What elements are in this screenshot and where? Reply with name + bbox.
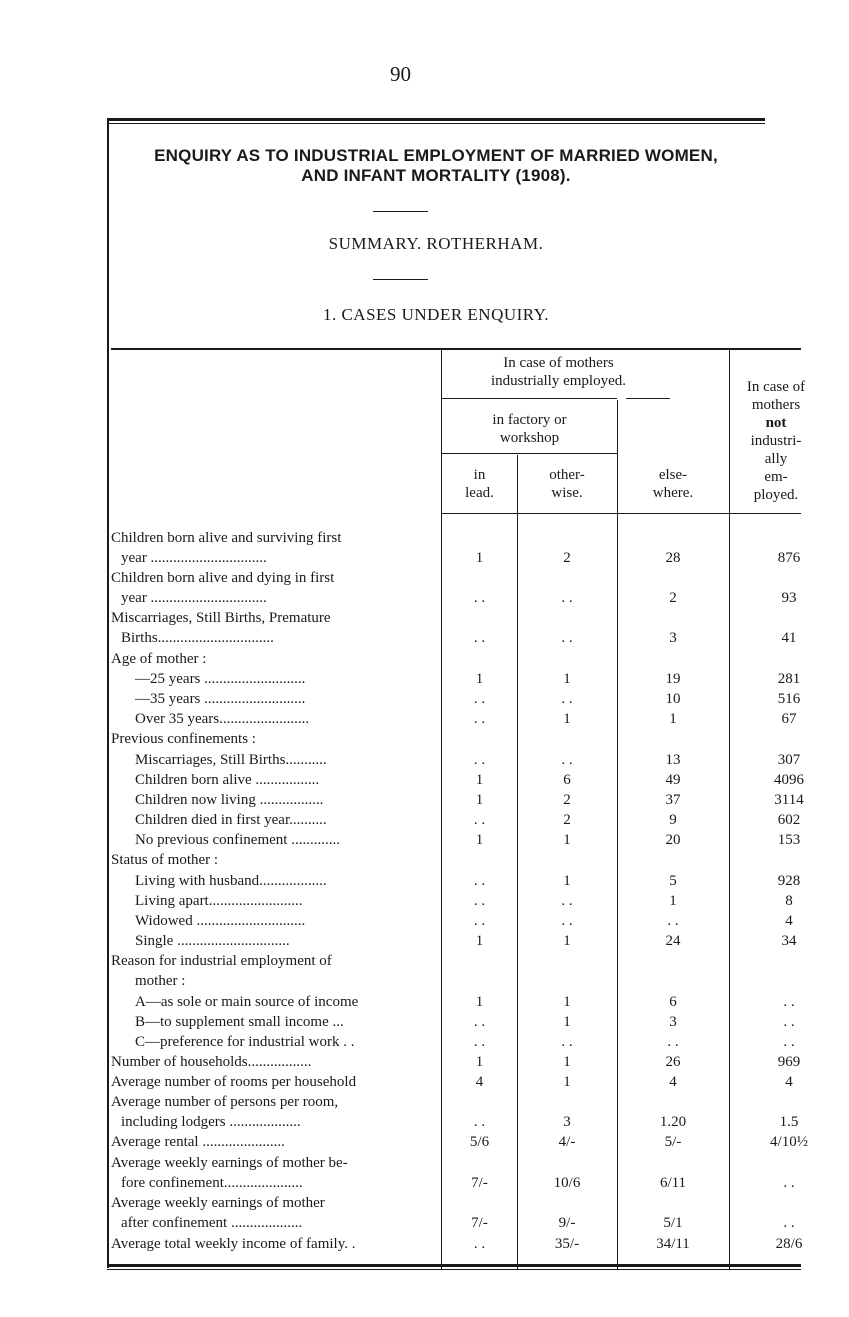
cell-elsewhere: 49 (665, 772, 681, 788)
cell-elsewhere: 5/1 (663, 1215, 683, 1231)
row-label: C—preference for industrial work . . (135, 1034, 355, 1050)
cell-not-employed: 4/10½ (770, 1134, 808, 1150)
row-label: —35 years ........................... (135, 691, 306, 707)
row-label: A—as sole or main source of income (135, 994, 359, 1010)
table-row (111, 570, 801, 590)
table-row (111, 630, 801, 650)
cell-otherwise: 2 (563, 792, 571, 808)
cell-not-employed: 281 (777, 671, 801, 687)
cell-elsewhere: 10 (665, 691, 681, 707)
table-row (111, 1074, 801, 1094)
cell-otherwise: . . (561, 630, 573, 646)
cell-not-employed: . . (783, 1215, 795, 1231)
table-row (111, 913, 801, 933)
cell-lead: 1 (475, 994, 484, 1010)
cell-elsewhere: 1.20 (659, 1114, 687, 1130)
cell-not-employed: 28/6 (775, 1236, 803, 1252)
row-label: Average weekly earnings of mother be- (111, 1155, 348, 1171)
cell-lead: . . (473, 873, 486, 889)
header-employed-rule (442, 398, 617, 399)
header-elsewhere-line-2: where. (652, 485, 694, 501)
cell-lead: 1 (475, 792, 484, 808)
cell-lead: 1 (475, 772, 484, 788)
cell-otherwise: 6 (563, 772, 571, 788)
cell-not-employed: 516 (777, 691, 801, 707)
header-not-employed-line-3: not (765, 415, 787, 431)
header-elsewhere (617, 466, 729, 502)
table-row (111, 1195, 801, 1215)
header-otherwise-line-1: other- (549, 467, 585, 483)
cell-elsewhere: 19 (665, 671, 681, 687)
cell-lead: 4 (475, 1074, 484, 1090)
row-label: Children died in first year.......... (135, 812, 327, 828)
cell-not-employed: . . (783, 1014, 795, 1030)
cell-elsewhere: 1 (669, 711, 677, 727)
table-row (111, 1034, 801, 1054)
table-row (111, 1155, 801, 1175)
row-label: Widowed ............................. (135, 913, 306, 929)
cell-otherwise: 1 (563, 711, 571, 727)
header-lead (442, 466, 517, 502)
table-row (111, 590, 801, 610)
cell-not-employed: 1.5 (779, 1114, 799, 1130)
cell-lead: . . (473, 913, 486, 929)
cell-not-employed: . . (783, 994, 795, 1010)
row-label: Previous confinements : (111, 731, 256, 747)
cell-lead: . . (473, 691, 486, 707)
cell-not-employed: 34 (781, 933, 797, 949)
cell-not-employed: . . (783, 1175, 795, 1191)
cell-not-employed: 67 (781, 711, 797, 727)
table-row (111, 953, 801, 973)
cell-elsewhere: 5 (669, 873, 677, 889)
row-label: Average weekly earnings of mother (111, 1195, 325, 1211)
cell-lead: . . (473, 630, 486, 646)
row-label: Single .............................. (135, 933, 290, 949)
row-label: mother : (135, 973, 186, 989)
row-label: Status of mother : (111, 852, 219, 868)
cell-otherwise: 1 (563, 994, 571, 1010)
cell-otherwise: 1 (563, 873, 571, 889)
top-rule-thick (107, 118, 765, 121)
header-elsewhere-line-1: else- (658, 467, 688, 483)
cell-lead: . . (473, 1236, 486, 1252)
table-row (111, 610, 801, 630)
cell-lead: 1 (475, 1054, 484, 1070)
header-factory-line-1: in factory or (492, 412, 567, 428)
row-label: year ............................... (121, 590, 267, 606)
row-label: Average total weekly income of family. . (111, 1236, 356, 1252)
cell-elsewhere: 28 (665, 550, 681, 566)
page-number: 90 (390, 62, 411, 86)
header-otherwise-line-2: wise. (551, 485, 583, 501)
header-not-employed-line-7: ployed. (753, 487, 799, 503)
cell-elsewhere: 13 (665, 752, 681, 768)
cell-lead: . . (473, 1014, 486, 1030)
cell-not-employed: 4096 (774, 772, 804, 788)
row-label: after confinement ................... (121, 1215, 303, 1231)
header-factory-line-2: workshop (499, 430, 560, 446)
table-row (111, 852, 801, 872)
cell-not-employed: 3114 (774, 792, 804, 808)
cell-lead: . . (473, 711, 486, 727)
row-label: Children born alive ................. (135, 772, 320, 788)
cell-not-employed: 4 (785, 1074, 793, 1090)
cell-not-employed: 4 (785, 913, 793, 929)
table-row (111, 832, 801, 852)
header-not-employed-line-2: mothers (751, 397, 801, 413)
title-line-1: ENQUIRY AS TO INDUSTRIAL EMPLOYMENT OF MARRIED WOMEN, (154, 146, 718, 165)
left-border (107, 118, 109, 1268)
cell-not-employed: 93 (781, 590, 797, 606)
row-label: Children now living ................. (135, 792, 324, 808)
table-row (111, 731, 801, 751)
cell-not-employed: 8 (785, 893, 793, 909)
header-employed (442, 354, 675, 390)
section-title: 1. CASES UNDER ENQUIRY. (322, 305, 550, 324)
divider-2 (373, 279, 428, 280)
subtitle: SUMMARY. ROTHERHAM. (328, 234, 544, 253)
table-row (111, 933, 801, 953)
header-lead-line-2: lead. (465, 485, 494, 501)
table-row (111, 1236, 801, 1256)
header-factory (442, 411, 617, 447)
table-row (111, 973, 801, 993)
row-label: Miscarriages, Still Births........... (135, 752, 327, 768)
cell-lead: . . (473, 590, 486, 606)
table-row (111, 1175, 801, 1195)
document-title (107, 146, 765, 186)
row-label: year ............................... (121, 550, 267, 566)
row-label: —25 years ........................... (135, 671, 306, 687)
row-label: Number of households................. (111, 1054, 312, 1070)
cell-otherwise: 1 (563, 1054, 571, 1070)
cell-elsewhere: 24 (665, 933, 681, 949)
cell-otherwise: . . (561, 590, 573, 606)
table-row (111, 792, 804, 812)
table-row (111, 651, 801, 671)
cell-lead: 1 (475, 550, 484, 566)
cell-lead: 5/6 (469, 1134, 490, 1150)
table-bottom-rule (107, 1264, 801, 1267)
table-row (111, 893, 801, 913)
table-row (111, 530, 801, 550)
header-not-employed-line-1: In case of (746, 379, 806, 395)
cell-otherwise: 1 (563, 933, 571, 949)
table-bottom-rule-thin (107, 1269, 801, 1270)
cell-elsewhere: 34/11 (656, 1236, 690, 1252)
table-row (111, 1134, 808, 1154)
table-row (111, 772, 804, 792)
row-label: Average number of persons per room, (111, 1094, 339, 1110)
header-not-employed-line-6: em- (764, 469, 788, 485)
row-label: fore confinement..................... (121, 1175, 303, 1191)
cell-otherwise: 2 (563, 550, 571, 566)
row-label: Over 35 years........................ (135, 711, 310, 727)
cell-lead: . . (473, 812, 486, 828)
row-label: including lodgers ................... (121, 1114, 301, 1130)
table-row (111, 873, 801, 893)
divider-1 (373, 211, 428, 212)
cell-not-employed: 602 (777, 812, 801, 828)
cell-lead: . . (473, 1114, 486, 1130)
cell-not-employed: 876 (777, 550, 801, 566)
row-label: Living with husband.................. (135, 873, 327, 889)
cell-lead: . . (473, 752, 486, 768)
table-row (111, 1215, 801, 1235)
cell-not-employed: 153 (777, 832, 801, 848)
title-line-2: AND INFANT MORTALITY (1908). (301, 166, 571, 185)
header-employed-line-2: industrially employed. (491, 373, 626, 389)
cell-otherwise: . . (561, 913, 573, 929)
row-label: Average number of rooms per household (111, 1074, 357, 1090)
cell-lead: 1 (475, 832, 484, 848)
cell-otherwise: 4/- (558, 1134, 576, 1150)
cell-elsewhere: 37 (665, 792, 681, 808)
cell-not-employed: 41 (781, 630, 797, 646)
cell-otherwise: . . (561, 893, 573, 909)
cell-otherwise: . . (561, 691, 573, 707)
top-rule-thin (107, 123, 765, 124)
cell-otherwise: . . (561, 752, 573, 768)
header-lead-line-1: in (473, 467, 486, 483)
header-bottom-rule (442, 513, 801, 514)
cell-otherwise: 1 (563, 671, 571, 687)
header-otherwise (517, 466, 617, 502)
header-factory-rule (442, 453, 617, 454)
row-label: Age of mother : (111, 651, 207, 667)
cell-elsewhere: 26 (665, 1054, 681, 1070)
cell-elsewhere: 9 (669, 812, 677, 828)
table-row (111, 691, 801, 711)
row-label: Miscarriages, Still Births, Premature (111, 610, 331, 626)
cell-otherwise: 2 (563, 812, 571, 828)
row-label: Average rental ...................... (111, 1134, 285, 1150)
row-label: Children born alive and surviving first (111, 530, 342, 546)
row-label: B—to supplement small income ... (135, 1014, 344, 1030)
header-top-rule (111, 348, 801, 350)
cell-elsewhere: 5/- (664, 1134, 682, 1150)
table-row (111, 752, 801, 772)
header-employed-rule-right (626, 398, 670, 399)
cell-otherwise: 1 (563, 1014, 571, 1030)
header-not-employed-col (717, 378, 835, 504)
row-label: Living apart......................... (135, 893, 303, 909)
cell-lead: 1 (475, 671, 484, 687)
row-label: Births............................... (121, 630, 274, 646)
cell-elsewhere: 3 (669, 630, 677, 646)
cell-not-employed: . . (783, 1034, 795, 1050)
cell-lead: . . (473, 893, 486, 909)
row-label: Children born alive and dying in first (111, 570, 335, 586)
cell-elsewhere: . . (667, 913, 679, 929)
table-row (111, 812, 801, 832)
cell-otherwise: 10/6 (553, 1175, 581, 1191)
row-label: No previous confinement ............. (135, 832, 340, 848)
cell-elsewhere: 4 (669, 1074, 677, 1090)
table-row (111, 994, 801, 1014)
header-not-employed-line-4: industri- (750, 433, 802, 449)
cell-elsewhere: . . (667, 1034, 679, 1050)
cell-elsewhere: 20 (665, 832, 681, 848)
cell-otherwise: 1 (563, 1074, 571, 1090)
cell-lead: 7/- (471, 1215, 488, 1231)
header-not-employed-line-5: ally (764, 451, 788, 467)
cell-elsewhere: 1 (669, 893, 677, 909)
cell-elsewhere: 3 (669, 1014, 677, 1030)
table-row (111, 671, 801, 691)
table-row (111, 711, 801, 731)
cell-otherwise: 9/- (558, 1215, 576, 1231)
header-employed-line-1: In case of mothers (503, 355, 614, 371)
row-label: Reason for industrial employment of (111, 953, 332, 969)
cell-lead: . . (473, 1034, 486, 1050)
cell-otherwise: 3 (563, 1114, 571, 1130)
cell-otherwise: 1 (563, 832, 571, 848)
cell-not-employed: 307 (777, 752, 801, 768)
table-row (111, 550, 801, 570)
table-row (111, 1114, 801, 1134)
cell-elsewhere: 6 (669, 994, 677, 1010)
cell-not-employed: 969 (777, 1054, 801, 1070)
table-row (111, 1094, 801, 1114)
cell-elsewhere: 2 (669, 590, 677, 606)
cell-not-employed: 928 (777, 873, 801, 889)
cell-lead: 1 (475, 933, 484, 949)
cell-otherwise: 35/- (554, 1236, 580, 1252)
table-row (111, 1054, 801, 1074)
table-row (111, 1014, 801, 1034)
cell-lead: 7/- (471, 1175, 488, 1191)
cell-otherwise: . . (561, 1034, 573, 1050)
cell-elsewhere: 6/11 (659, 1175, 687, 1191)
